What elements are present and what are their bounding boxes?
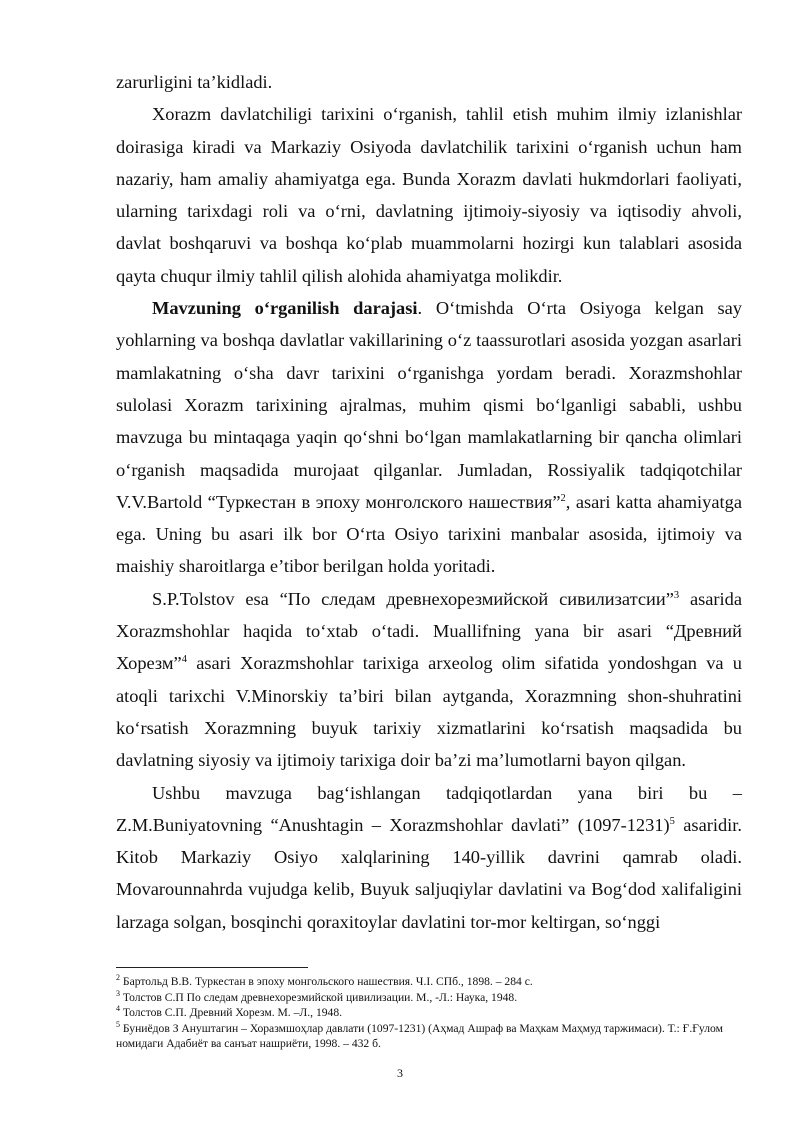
paragraph-buniyatov — [116, 777, 742, 938]
footnotes — [116, 974, 742, 1052]
paragraph-continuation: zarurligini ta’kidladi. — [116, 72, 273, 92]
footnote-text: Бартольд В.В. Туркестан в эпоху монгольского нашествия. Ч.I. СПб., 1898. – 284 с. — [122, 975, 533, 988]
footnote-ref[interactable]: 4 — [181, 654, 187, 666]
footnote — [116, 974, 742, 990]
page-number: 3 — [397, 1066, 403, 1080]
footnote-text: Буниёдов З Ануштагин – Хоразмшоҳлар давлати (1097-1231) (Аҳмад Ашраф ва Маҳкам Маҳмуд таржимаси). Т.: Ғ.Ғулом номидаги Адабиёт ва санъат нашриёти, 1998. – 432 б. — [116, 1021, 723, 1051]
paragraph-text: S.P.Tolstov esa “По следам древнехорезмийской сивилизатсии” — [152, 588, 674, 609]
paragraph-text: asaridir. Kitob Markaziy Osiyo xalqlarining 140-yillik davrini qamrab oladi. Movarounnahrda vujudga kelib, Buyuk saljuqiylar davlatini va Bog‘dod xalifaligini larzaga solgan, bosqinchi qoraxitoylar davlatini tor-mor keltirgan, so‘nggi — [116, 814, 742, 932]
paragraph-text: . O‘tmishda O‘rta Osiyoga kelgan say yohlarning va boshqa davlatlar vakillarining o‘z taassurotlari asosida yozgan asarlari mamlakatning o‘sha davr tarixini o‘rganishga yordam beradi. Xorazmshohlar sulolasi Xorazm tarixining ajralmas, muhim qismi bo‘lganligi sababli, ushbu mavzuga bu mintaqaga yaqin qo‘shni bo‘lgan mamlakatlarning bir qancha olimlari o‘rganish maqsadida murojaat qilganlar. Jumladan, Rossiyalik tadqiqotchilar V.V.Bartold “Туркестан в эпоху монголского нашествия” — [116, 298, 743, 512]
footnote-number: 4 — [116, 1004, 120, 1014]
footnote-number: 3 — [116, 988, 120, 998]
footnote — [116, 1021, 742, 1052]
footnote-separator — [116, 967, 308, 968]
footnote-number: 5 — [116, 1019, 120, 1029]
paragraph-text: asarida Xorazmshohlar haqida to‘xtab o‘tadi. Muallifning yana bir asari “Древний Хорезм” — [116, 588, 743, 674]
paragraph-text: asari Xorazmshohlar tarixiga arxeolog olim sifatida yondoshgan va u atoqli tarixchi V.Minorskiy ta’biri bilan aytganda, Xorazmning shon-shuhratini ko‘rsatish Xorazmning buyuk tarixiy xizmatlarini ko‘rsatish maqsadida bu davlatning siyosiy va ijtimoiy tarixiga doir ba’zi ma’lumotlarni bayon qilgan. — [116, 653, 742, 771]
footnote-text: Толстов С.П. Древний Хорезм. М. –Л., 1948. — [122, 1006, 343, 1020]
paragraph-text: , asari katta ahamiyatga ega. Uning bu asari ilk bor O‘rta Osiyo tarixini manbalar asosida, ijtimoiy va maishiy sharoitlarga e’tibor berilgan holda yoritadi. — [116, 491, 742, 577]
footnote-ref[interactable]: 3 — [673, 589, 680, 601]
paragraph-intro: Xorazm davlatchiligi tarixini o‘rganish, tahlil etish muhim ilmiy izlanishlar doirasiga kiradi va Markaziy Osiyoda davlatchilik tarixini o‘rganish uchun ham nazariy, ham amaliy ahamiyatga ega. Bunda Xorazm davlati hukmdorlari faoliyati, ularning tarixdagi roli va o‘rni, davlatning ijtimoiy-siyosiy va iqtisodiy ahvoli, davlat boshqaruvi va boshqa ko‘plab muammolarni hozirgi kun talablari asosida qayta chuqur ilmiy tahlil qilish alohida ahamiyatga molikdir. — [116, 104, 742, 286]
footnote-number: 2 — [116, 973, 120, 983]
document-body — [116, 66, 742, 938]
footnote-ref[interactable]: 5 — [669, 815, 675, 827]
footnote — [116, 990, 742, 1006]
footnote-ref[interactable]: 2 — [560, 492, 566, 504]
footnote — [116, 1005, 742, 1021]
paragraph-research-degree — [116, 292, 742, 583]
paragraph-text: Ushbu mavzuga bag‘ishlangan tadqiqotlardan yana biri bu – Z.M.Buniyatovning “Anushtagin – Xorazmshohlar davlati” (1097-1231) — [116, 782, 742, 835]
section-heading: Mavzuning o‘rganilish darajasi — [152, 298, 418, 319]
footnote-text: Толстов С.П По следам древнехорезмийской цивилизации. М., -Л.: Наука, 1948. — [122, 990, 518, 1004]
paragraph-tolstov — [116, 583, 742, 777]
